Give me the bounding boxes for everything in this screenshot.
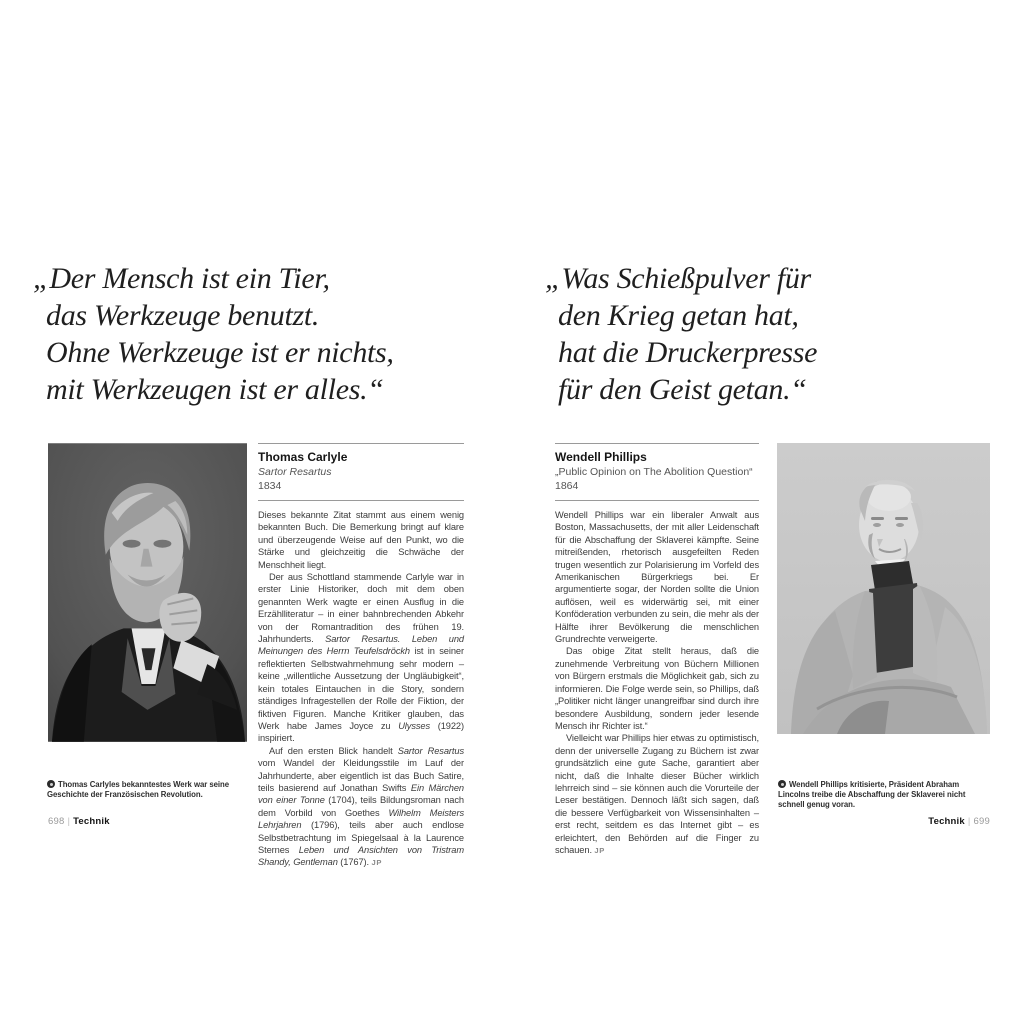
work-title: Sartor Resartus	[258, 466, 332, 478]
work-year: 1864	[555, 480, 579, 492]
attribution-right	[555, 443, 759, 501]
section-label: Technik	[928, 816, 965, 827]
quote-line: Ohne Werkzeuge ist er nichts,	[46, 336, 394, 369]
author-name: Thomas Carlyle	[258, 450, 348, 464]
author-name: Wendell Phillips	[555, 450, 647, 464]
work-year: 1834	[258, 480, 282, 492]
page-footer-right	[790, 816, 990, 827]
photo-thomas-carlyle	[48, 443, 247, 742]
body-paragraph: Vielleicht war Phillips hier etwas zu optimistisch, denn der universelle Zugang zu Büchern ist zwar grundsätzlich eine gute Sache, garantiert aber nicht, daß die Inhalte dieser Bücher wirklich lehrreich sind – sie können auch die Vorurteile der Leser bestätigen. Dennoch läßt sich sagen, daß die bessere Verfügbarkeit von Wissensinhalten – erst recht, seitdem es das Internet gibt – es erleichtert, den Behörden auf die Finger zu schauen. JP	[555, 733, 759, 855]
work-title: „Public Opinion on The Abolition Question“	[555, 466, 753, 478]
portrait-phillips-illustration	[777, 443, 990, 734]
quote-left	[33, 260, 394, 408]
body-paragraph: Wendell Phillips war ein liberaler Anwalt aus Boston, Massachusetts, der mit aller Leidenschaft für die Abschaffung der Sklaverei kämpfte. Seine mitreißenden, rhetorisch ausgefeilten Reden trugen wesentlich zur Polarisierung im Vorfeld des Amerikanischen Bürgerkriegs bei. Er argumentierte sogar, der Norden sollte die Union auflösen, weil es widerwärtig sei, mit einer Konföderation verbunden zu sein, die mehr als der Hälfte ihrer Bevölkerung die menschlichen Grundrechte verweigerte.	[555, 510, 759, 645]
body-text-right	[555, 509, 759, 857]
photo-caption-left	[47, 780, 247, 800]
page-number: 699	[973, 816, 990, 827]
author-initials: JP	[594, 845, 605, 855]
quote-line: das Werkzeuge benutzt.	[46, 299, 320, 332]
quote-line: hat die Druckerpresse	[558, 336, 818, 369]
body-text-left	[258, 509, 464, 870]
camera-credit-icon	[47, 780, 55, 788]
page-footer-left	[48, 816, 110, 827]
footer-separator: |	[67, 816, 71, 827]
page-number: 698	[48, 816, 65, 827]
photo-wendell-phillips	[777, 443, 990, 734]
camera-credit-icon	[778, 780, 786, 788]
body-paragraph: Auf den ersten Blick handelt Sartor Resartus vom Wandel der Kleidungsstile im Lauf der Jahrhunderte, aber eigentlich ist das Buch Satire, teils basierend auf Jonathan Swifts Ein Märchen von einer Tonne (1704), teils Bildungsroman nach dem Vorbild von Goethes Wilhelm Meisters Lehrjahren (1796), teils aber auch endlose Selbstbetrachtung im Spiegelsaal à la Laurence Sternes Leben und Ansichten von Tristram Shandy, Gentleman (1767). JP	[258, 745, 465, 868]
quote-line: mit Werkzeugen ist er alles.“	[46, 373, 384, 406]
quote-line: „Der Mensch ist ein Tier,	[33, 262, 330, 295]
quote-line: „Was Schießpulver für	[545, 262, 811, 295]
body-paragraph: Dieses bekannte Zitat stammt aus einem wenig bekannten Buch. Die Bemerkung bringt auf klare und überzeugende Weise auf den Punkt, wo die Stärke und gleichzeitig die Schwäche der Menschheit liegt.	[258, 510, 464, 570]
attribution-left	[258, 443, 464, 501]
article-left	[258, 443, 464, 870]
quote-line: für den Geist getan.“	[558, 373, 807, 406]
caption-text: Thomas Carlyles bekanntestes Werk war seine Geschichte der Französischen Revolution.	[47, 780, 230, 800]
quote-line: den Krieg getan hat,	[558, 299, 799, 332]
quote-right	[545, 260, 818, 408]
section-label: Technik	[73, 816, 110, 827]
footer-separator: |	[967, 816, 971, 827]
article-right	[555, 443, 759, 857]
portrait-carlyle-illustration	[48, 443, 247, 742]
body-paragraph: Der aus Schottland stammende Carlyle war in erster Linie Historiker, doch mit dem oben genannten Werk wagte er einen Ausflug in die Erzählliteratur – in einer bahnbrechenden Abkehr von der Romantradition des frühen 19. Jahrhunderts. Sartor Resartus. Leben und Meinungen des Herrn Teufelsdröckh ist in seiner reflektierten Selbstwahrnehmung sehr modern – keine „willentliche Aussetzung der Ungläubigkeit“, kein totales Eintauchen in die Story, sondern ständiges Infragestellen der Rolle der Fiktion, der fiktiven Figuren. Manche Kritiker glauben, das Werk habe James Joyce zu Ulysses (1922) inspiriert.	[258, 572, 465, 744]
caption-text: Wendell Phillips kritisierte, Präsident Abraham Lincolns treibe die Abschaffung der Sklaverei nicht schnell genug voran.	[778, 780, 966, 810]
photo-caption-right	[778, 780, 991, 811]
body-paragraph: Das obige Zitat stellt heraus, daß die zunehmende Verbreitung von Büchern Millionen von Bürgern erstmals die Möglichkeit gab, sich zu informieren. Die Folge werde sein, so Phillips, daß „Politiker nicht länger unangreifbar sind durch ihre besondere Ausbildung, sondern jeder lesende Mensch ihr Richter ist.“	[555, 646, 759, 731]
author-initials: JP	[371, 858, 383, 868]
